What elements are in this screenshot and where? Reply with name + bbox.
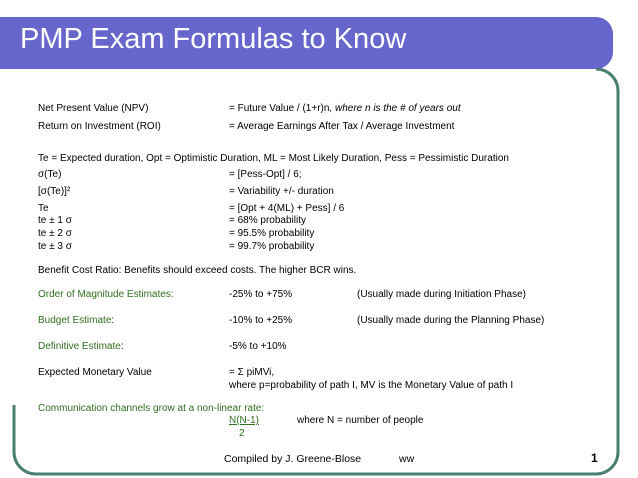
npv-label: Net Present Value (NPV) [38, 103, 149, 114]
emv-formula: = Σ piMVi, [229, 367, 275, 378]
rom-label: Order of Magnitude Estimates: [38, 289, 174, 300]
variance-formula: = Variability +/- duration [229, 186, 334, 197]
probability-label: te ± 3 σ [38, 241, 72, 252]
budget-note: (Usually made during the Planning Phase) [357, 315, 545, 326]
communication-label: Communication channels grow at a non-linear rate: [38, 403, 265, 414]
definitive-label-colon: : [120, 341, 124, 352]
te-formula: = [Opt + 4(ML) + Pess] / 6 [229, 203, 345, 214]
page-title: PMP Exam Formulas to Know [20, 23, 407, 55]
communication-numerator: N(N-1) [229, 415, 259, 426]
probability-value: = 99.7% probability [229, 241, 315, 252]
emv-note: where p=probability of path I, MV is the Monetary Value of path I [229, 380, 514, 391]
probability-label: te ± 2 σ [38, 228, 72, 239]
sigma-label: σ(Te) [38, 169, 62, 180]
roi-label: Return on Investment (ROI) [38, 121, 161, 132]
emv-label: Expected Monetary Value [38, 367, 152, 378]
communication-note: where N = number of people [297, 415, 424, 426]
te-definition: Te = Expected duration, Opt = Optimistic Duration, ML = Most Likely Duration, Pess = Pessimistic Duration [38, 153, 509, 164]
definitive-label [38, 341, 124, 353]
variance-label: [σ(Te)]² [38, 186, 71, 197]
rom-range: -25% to +75% [229, 289, 293, 300]
page-number: 1 [591, 451, 598, 465]
footer-initials: ww [399, 453, 415, 465]
npv-formula-note: , where n is the # of years out [329, 103, 461, 114]
probability-value: = 68% probability [229, 215, 306, 226]
bcr-note: Benefit Cost Ratio: Benefits should exceed costs. The higher BCR wins. [38, 265, 357, 276]
budget-range: -10% to +25% [229, 315, 293, 326]
probability-label: te ± 1 σ [38, 215, 72, 226]
npv-formula-text: = Future Value / (1+r)n [229, 103, 330, 114]
rom-note: (Usually made during Initiation Phase) [357, 289, 526, 300]
budget-label [38, 315, 114, 327]
sigma-formula: = [Pess-Opt] / 6; [229, 169, 302, 180]
roi-formula: = Average Earnings After Tax / Average Investment [229, 121, 455, 132]
probability-value: = 95.5% probability [229, 228, 315, 239]
budget-label-colon: : [111, 315, 115, 326]
communication-denominator: 2 [239, 428, 245, 439]
budget-label-text: Budget Estimate [38, 315, 112, 326]
definitive-label-text: Definitive Estimate [38, 341, 121, 352]
definitive-range: -5% to +10% [229, 341, 287, 352]
footer-credit: Compiled by J. Greene-Blose [224, 453, 362, 465]
te-label: Te [38, 203, 49, 214]
npv-formula [229, 103, 461, 115]
